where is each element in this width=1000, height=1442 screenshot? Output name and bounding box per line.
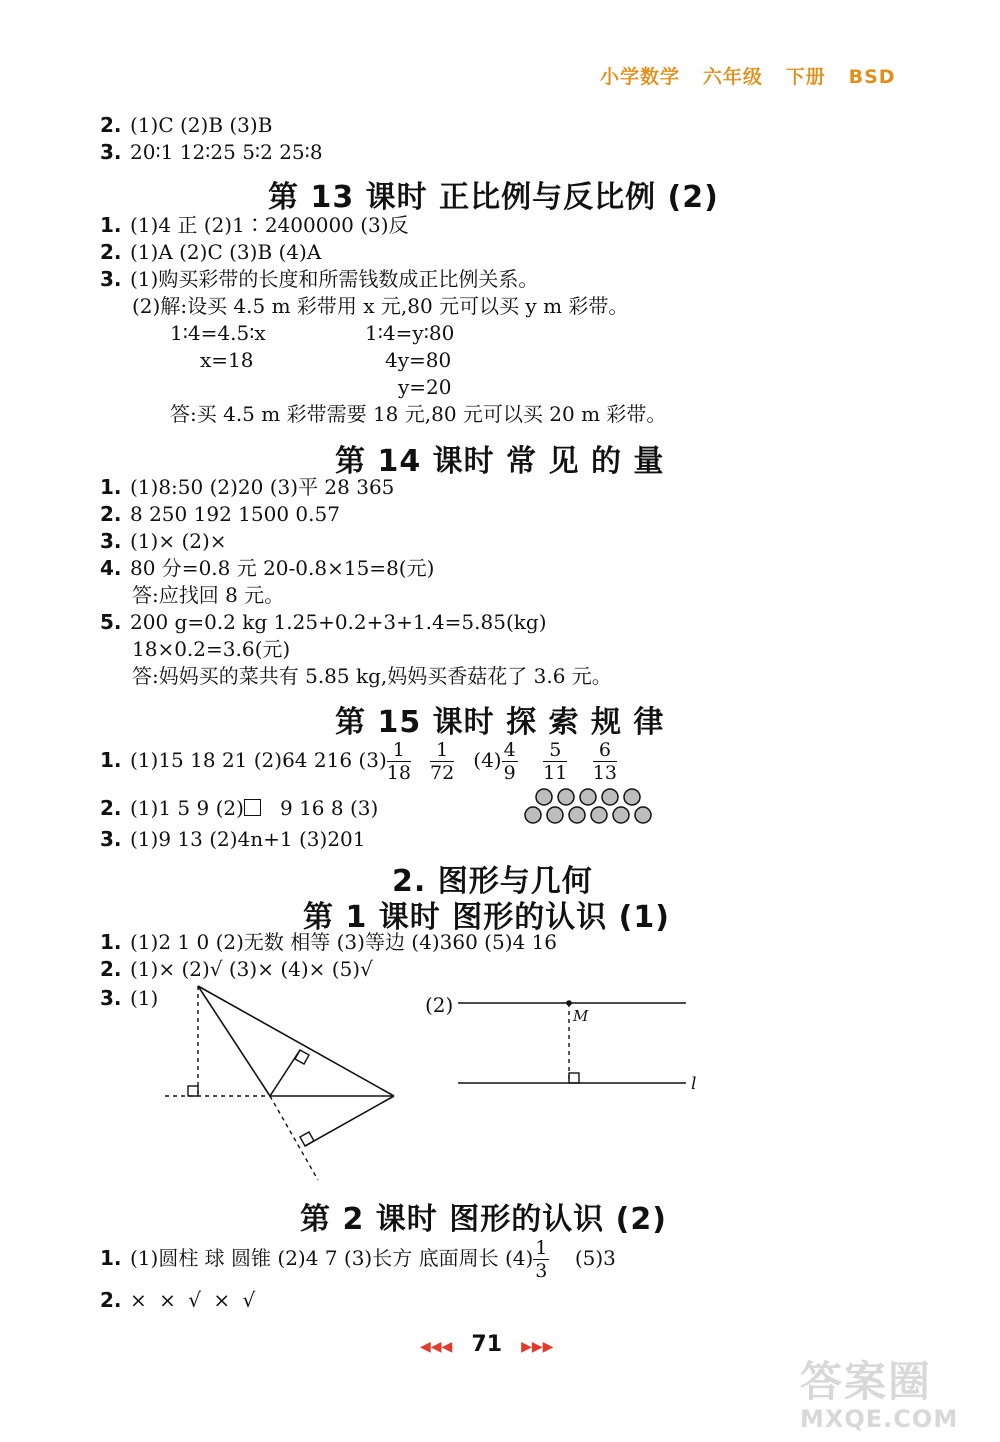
item-number: 2. bbox=[100, 240, 122, 264]
answer-text: × × √ × √ bbox=[130, 1288, 256, 1312]
answer-text: 8 250 192 1500 0.57 bbox=[130, 502, 340, 526]
fraction: $\frac{1}{3}$ bbox=[535, 1237, 548, 1282]
fraction: $\frac{5}{11}$ bbox=[543, 739, 568, 784]
item-number: 1. bbox=[100, 475, 122, 499]
item-number: 1. bbox=[100, 748, 122, 772]
answer-line bbox=[100, 1234, 616, 1282]
answer-line bbox=[100, 528, 227, 554]
item-number: 1. bbox=[100, 930, 122, 954]
answer-text: 答:应找回 8 元。 bbox=[132, 583, 285, 607]
answer-line bbox=[100, 826, 366, 852]
page-number: 71 bbox=[471, 1332, 503, 1357]
item-number: 3. bbox=[100, 140, 122, 164]
fraction: $\frac{6}{13}$ bbox=[592, 739, 617, 784]
header-volume: 下册 bbox=[785, 66, 826, 88]
header-edition: BSD bbox=[848, 66, 896, 88]
answer-line bbox=[100, 929, 557, 955]
left-arrows-icon: ◀◀◀ bbox=[420, 1339, 453, 1355]
equation: 1∶4=4.5∶x bbox=[170, 321, 266, 345]
answer-text: (1)购买彩带的长度和所需钱数成正比例关系。 bbox=[130, 267, 539, 291]
section-title: 第 14 课时 常 见 的 量 bbox=[335, 444, 665, 479]
item-number: 2. bbox=[100, 502, 122, 526]
pattern-circle bbox=[591, 807, 607, 823]
right-angle-mark bbox=[300, 1132, 314, 1146]
answer-line bbox=[100, 555, 434, 581]
answer-line bbox=[100, 266, 538, 292]
watermark-logo: 答案圈 bbox=[800, 1357, 933, 1406]
right-angle-mark bbox=[188, 1086, 198, 1096]
answer-line bbox=[100, 474, 394, 500]
equation: 1∶4=y∶80 bbox=[365, 321, 455, 345]
answer-text: 18×0.2=3.6(元) bbox=[132, 637, 291, 661]
triangle-heights-figure bbox=[160, 980, 405, 1185]
item-number: 1. bbox=[100, 213, 122, 237]
item-number: 3. bbox=[100, 529, 122, 553]
answer-line bbox=[100, 795, 378, 821]
dashed-extension bbox=[270, 1096, 318, 1180]
answer-line bbox=[100, 985, 158, 1011]
circle-pattern-figure bbox=[515, 787, 660, 829]
right-angle-mark bbox=[295, 1050, 309, 1064]
answer-text: (1)2 1 0 (2)无数 相等 (3)等边 (4)360 (5)4 16 bbox=[130, 930, 558, 954]
item-number: 2. bbox=[100, 957, 122, 981]
sub-label: (2) bbox=[425, 993, 454, 1017]
answer-text: (1)8:50 (2)20 (3)平 28 365 bbox=[130, 475, 395, 499]
answer-text: 200 g=0.2 kg 1.25+0.2+3+1.4=5.85(kg) bbox=[130, 610, 547, 634]
pattern-circle bbox=[536, 789, 552, 805]
fraction: $\frac{4}{9}$ bbox=[503, 739, 516, 784]
answer-line bbox=[100, 1287, 255, 1313]
fraction: $\frac{1}{18}$ bbox=[386, 739, 411, 784]
answer-text: (1)A (2)C (3)B (4)A bbox=[130, 240, 322, 264]
answer-text: (1)4 正 (2)1∶2400000 (3)反 bbox=[130, 213, 409, 237]
pattern-circle bbox=[624, 789, 640, 805]
answer-line bbox=[100, 501, 340, 527]
answer-text: 20∶1 12∶25 5∶2 25∶8 bbox=[130, 140, 323, 164]
item-number: 2. bbox=[100, 113, 122, 137]
pattern-circle bbox=[613, 807, 629, 823]
header-subject: 小学数学 bbox=[600, 66, 681, 88]
item-number: 4. bbox=[100, 556, 122, 580]
answer-text: (1)圆柱 球 圆锥 (2)4 7 (3)长方 底面周长 (4) bbox=[130, 1246, 534, 1270]
item-number: 1. bbox=[100, 1246, 122, 1270]
right-arrows-icon: ▶▶▶ bbox=[521, 1339, 554, 1355]
section-title: 第 2 课时 图形的认识 (2) bbox=[300, 1202, 667, 1237]
answer-line bbox=[100, 956, 373, 982]
equation: y=20 bbox=[398, 375, 452, 399]
answer-text: (4) bbox=[473, 748, 502, 772]
item-number: 3. bbox=[100, 267, 122, 291]
pattern-circle bbox=[580, 789, 596, 805]
answer-line bbox=[100, 239, 321, 265]
item-number: 5. bbox=[100, 610, 122, 634]
pattern-circle bbox=[569, 807, 585, 823]
height-line bbox=[305, 1096, 394, 1146]
answer-line bbox=[100, 139, 323, 165]
answer-text: 答:买 4.5 m 彩带需要 18 元,80 元可以买 20 m 彩带。 bbox=[170, 402, 667, 426]
pattern-circle bbox=[547, 807, 563, 823]
pattern-circle bbox=[602, 789, 618, 805]
item-number: 3. bbox=[100, 986, 122, 1010]
answer-text: 80 分=0.8 元 20-0.8×15=8(元) bbox=[130, 556, 435, 580]
answer-text: (1)× (2)× bbox=[130, 529, 227, 553]
answer-line bbox=[100, 609, 547, 635]
unit-heading: 2. 图形与几何 bbox=[392, 864, 593, 899]
parallel-lines-figure bbox=[450, 990, 710, 1095]
answer-text: (1)9 13 (2)4n+1 (3)201 bbox=[130, 827, 366, 851]
triangle-side bbox=[198, 986, 394, 1096]
point-m bbox=[566, 1000, 572, 1006]
page-footer bbox=[420, 1332, 553, 1357]
answer-line bbox=[100, 736, 617, 784]
triangle-side bbox=[198, 986, 270, 1096]
fraction: $\frac{1}{72}$ bbox=[430, 739, 455, 784]
header bbox=[600, 62, 896, 89]
right-angle-mark bbox=[569, 1073, 579, 1083]
header-grade: 六年级 bbox=[702, 66, 763, 88]
answer-text: (1) bbox=[130, 986, 159, 1010]
answer-text: (5)3 bbox=[574, 1246, 616, 1270]
pattern-circle bbox=[558, 789, 574, 805]
square-shape bbox=[244, 799, 261, 816]
section-title: 第 1 课时 图形的认识 (1) bbox=[303, 900, 670, 935]
section-title: 第 13 课时 正比例与反比例 (2) bbox=[268, 180, 719, 215]
point-m-label: M bbox=[573, 1007, 589, 1025]
pattern-circle bbox=[525, 807, 541, 823]
item-number: 2. bbox=[100, 796, 122, 820]
watermark-url: MXQE.COM bbox=[800, 1405, 959, 1433]
equation: x=18 bbox=[200, 348, 254, 372]
item-number: 3. bbox=[100, 827, 122, 851]
pattern-circle bbox=[635, 807, 651, 823]
answer-text: 答:妈妈买的菜共有 5.85 kg,妈妈买香菇花了 3.6 元。 bbox=[132, 664, 612, 688]
answer-text: (1)C (2)B (3)B bbox=[130, 113, 273, 137]
answer-text: (1)× (2)√ (3)× (4)× (5)√ bbox=[130, 957, 373, 981]
answer-text: 9 16 8 (3) bbox=[279, 796, 379, 820]
answer-text: (1)15 18 21 (2)64 216 (3) bbox=[130, 748, 387, 772]
answer-text: (1)1 5 9 (2) bbox=[130, 796, 244, 820]
section-title: 第 15 课时 探 索 规 律 bbox=[335, 705, 665, 740]
answer-text: (2)解:设买 4.5 m 彩带用 x 元,80 元可以买 y m 彩带。 bbox=[132, 294, 629, 318]
answer-line bbox=[100, 212, 409, 238]
equation: 4y=80 bbox=[385, 348, 452, 372]
item-number: 2. bbox=[100, 1288, 122, 1312]
answer-line bbox=[100, 112, 272, 138]
line-l-label: l bbox=[691, 1074, 697, 1094]
